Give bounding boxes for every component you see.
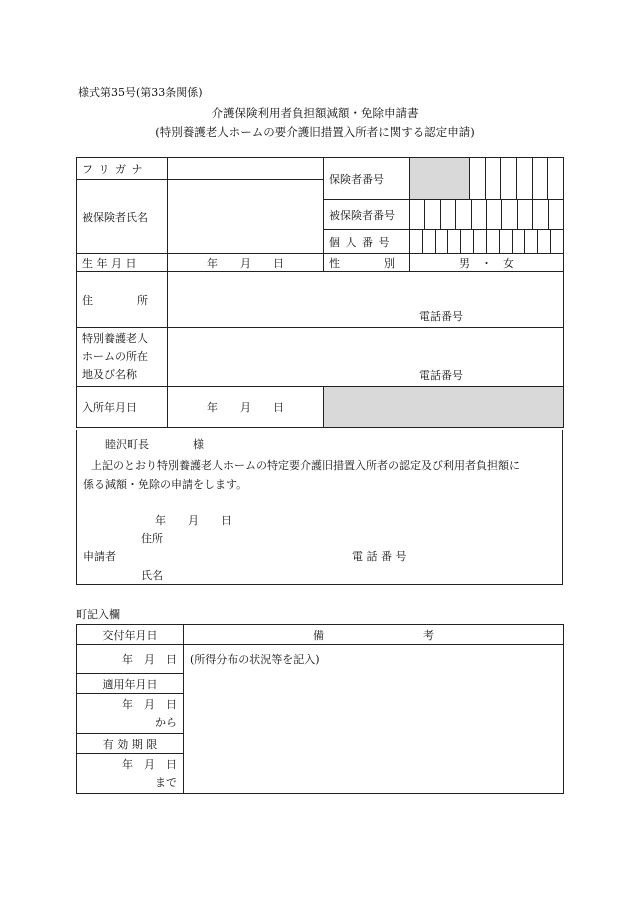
sex-field[interactable]: 男 ・ 女 — [410, 254, 564, 272]
remarks-field[interactable] — [184, 645, 564, 794]
furigana-label: フ リ ガ ナ — [77, 158, 168, 180]
insured-name-field[interactable] — [168, 180, 324, 254]
addressee: 睦沢町長 様 — [105, 438, 204, 451]
apply-from: から — [155, 715, 177, 729]
declaration-box — [76, 430, 563, 585]
apply-date-label: 適用年月日 — [77, 674, 184, 694]
personal-number-label: 個 人 番 号 — [324, 230, 410, 254]
facility-label — [77, 328, 168, 387]
insurer-number-label: 保険者番号 — [324, 158, 410, 200]
applicant-address-label: 住所 — [141, 532, 163, 545]
form-number: 様式第35号(第33条関係) — [78, 86, 203, 99]
remarks-label: 備 考 — [184, 625, 564, 645]
personal-number-field[interactable] — [410, 230, 564, 254]
admission-date-field[interactable]: 年 月 日 — [168, 387, 324, 428]
facility-field[interactable] — [168, 328, 564, 387]
sex-label: 性 別 — [324, 254, 410, 272]
document-subtitle: (特別養護老人ホームの要介護旧措置入所者に関する認定申請) — [155, 125, 475, 139]
declaration-text-2: 係る減額・免除の申請をします。 — [83, 478, 248, 491]
validity-label: 有 効 期 限 — [77, 734, 184, 754]
applicant-name-label: 氏名 — [141, 569, 163, 582]
insured-name-label: 被保険者氏名 — [77, 180, 168, 254]
birthdate-label: 生 年 月 日 — [77, 254, 168, 272]
address-phone-label: 電話番号 — [419, 310, 463, 323]
town-table — [76, 624, 564, 794]
applicant-phone-label: 電 話 番 号 — [352, 550, 407, 563]
issue-date-field[interactable]: 年 月 日 — [77, 645, 184, 674]
address-label: 住 所 — [77, 272, 168, 328]
town-section-label: 町記入欄 — [76, 608, 120, 621]
validity-until: まで — [155, 775, 177, 789]
validity-value: 年 月 日 — [122, 757, 177, 771]
facility-label-line: 特別養護老人 — [82, 332, 148, 345]
insured-number-field[interactable] — [410, 200, 564, 230]
birthdate-field[interactable]: 年 月 日 — [168, 254, 324, 272]
declaration-text-1: 上記のとおり特別養護老人ホームの特定要介護旧措置入所者の認定及び利用者負担額に — [91, 459, 520, 472]
issue-date-label: 交付年月日 — [77, 625, 184, 645]
admission-label: 入所年月日 — [77, 387, 168, 428]
facility-label-line: ホームの所在 — [82, 350, 148, 363]
validity-field[interactable] — [77, 754, 184, 794]
admission-shaded-area — [324, 387, 564, 428]
application-date[interactable]: 年 月 日 — [155, 514, 232, 527]
applicant-table — [76, 157, 564, 428]
document-title: 介護保険利用者負担額減額・免除申請書 — [211, 106, 419, 120]
remarks-note: (所得分布の状況等を記入) — [190, 653, 320, 666]
facility-label-line: 地及び名称 — [82, 368, 137, 381]
address-field[interactable] — [168, 272, 564, 328]
furigana-field[interactable] — [168, 158, 324, 180]
insurer-number-field[interactable] — [410, 158, 564, 200]
applicant-label: 申請者 — [83, 550, 116, 563]
insured-number-label: 被保険者番号 — [324, 200, 410, 230]
apply-date-field[interactable] — [77, 694, 184, 734]
facility-phone-label: 電話番号 — [419, 369, 463, 382]
apply-date-value: 年 月 日 — [122, 697, 177, 711]
